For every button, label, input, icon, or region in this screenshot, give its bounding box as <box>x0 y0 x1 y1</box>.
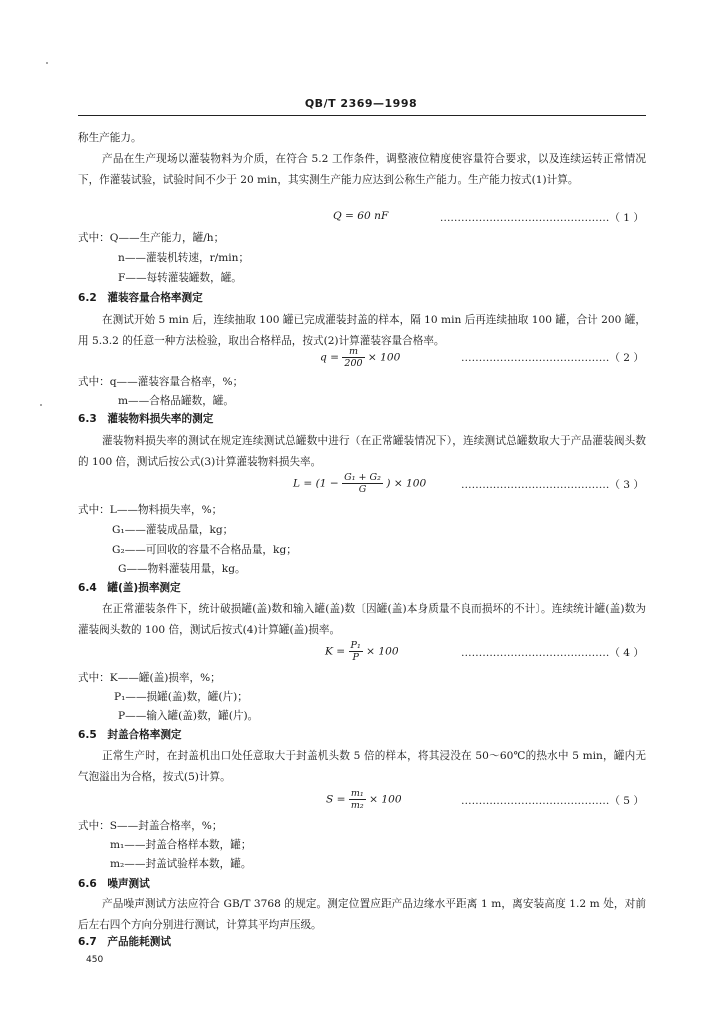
where-1-n: n——灌装机转速，r/min； <box>118 252 250 264</box>
where-1-q: 式中：Q——生产能力，罐/h； <box>78 232 225 244</box>
where-2-q: 式中：q——灌装容量合格率，%； <box>78 376 244 388</box>
equation-5-left: S = <box>326 793 346 806</box>
where-1-f: F——每转灌装罐数，罐。 <box>118 272 242 284</box>
intro-line: 称生产能力。 <box>78 132 142 144</box>
scan-speck <box>40 404 42 406</box>
section-6-6-title: 6.6 噪声测试 <box>78 878 150 890</box>
equation-1-number: …………………………………………（ 1 ） <box>439 212 644 224</box>
section-6-3-title: 6.3 灌装物料损失率的测定 <box>78 413 214 425</box>
equation-1: Q = 60 nF <box>333 210 389 222</box>
section-6-3-body: 灌装物料损失率的测试在规定连续测试总罐数中进行（在正常罐装情况下），连续测试总罐数取大于产品灌装阀头数的 100 倍，测试后按公式(3)计算灌装物料损失率。 <box>78 435 646 468</box>
equation-2-numerator: m <box>342 346 364 358</box>
where-4-k: 式中：K——罐(盖)损率，%； <box>78 672 221 684</box>
equation-5 <box>326 788 402 811</box>
section-6-2-body: 在测试开始 5 min 后，连续抽取 100 罐已完成灌装封盖的样本，隔 10 min 后再连续抽取 100 罐，合计 200 罐，用 5.3.2 的任意一种方法检验，取出合格样品，按式(2)计算灌装容量合格率。 <box>78 314 646 347</box>
equation-3-denominator: G <box>358 484 367 495</box>
equation-4-right: × 100 <box>366 645 399 658</box>
standard-header: QB/T 2369—1998 <box>304 97 418 110</box>
where-4-p: P——输入罐(盖)数，罐(片)。 <box>118 710 259 722</box>
page-number: 450 <box>86 955 104 965</box>
equation-5-denominator: m₂ <box>350 800 364 811</box>
equation-3-right: ) × 100 <box>386 477 427 490</box>
where-5-s: 式中：S——封盖合格率，%； <box>78 820 223 832</box>
equation-3-number: ……………………………………（ 3 ） <box>461 479 644 491</box>
equation-4-numerator: P₁ <box>350 640 361 651</box>
equation-4-denominator: P <box>352 652 359 663</box>
section-6-5-body: 正常生产时，在封盖机出口处任意取大于封盖机头数 5 倍的样本，将其浸没在 50～60℃的热水中 5 min，罐内无气泡溢出为合格，按式(5)计算。 <box>78 750 646 783</box>
section-6-5-title: 6.5 封盖合格率测定 <box>78 729 182 741</box>
equation-3-fraction <box>342 472 383 495</box>
equation-5-right: × 100 <box>369 793 402 806</box>
equation-4 <box>325 640 399 663</box>
section-6-4-body: 在正常灌装条件下，统计破损罐(盖)数和输入罐(盖)数〔因罐(盖)本身质量不良而损坏的不计〕。连续统计罐(盖)数为灌装阀头数的 100 倍，测试后按式(4)计算罐(盖)损率。 <box>78 603 646 636</box>
equation-5-number: ……………………………………（ 5 ） <box>461 795 644 807</box>
where-3-g2: G₂——可回收的容量不合格品量，kg； <box>112 544 297 556</box>
equation-2-denominator: 200 <box>344 358 363 369</box>
equation-3-numerator: G₁ + G₂ <box>344 472 381 483</box>
scan-speck <box>46 62 48 64</box>
equation-4-left: K = <box>325 645 346 658</box>
section-6-6-body: 产品噪声测试方法应符合 GB/T 3768 的规定。测定位置应距产品边缘水平距离 1 m，离安装高度 1.2 m 处，对前后左右四个方向分别进行测试，计算其平均声压级。 <box>78 898 646 931</box>
where-3-g: G——物料灌装用量，kg。 <box>118 563 246 575</box>
equation-2-fraction <box>342 346 364 369</box>
where-2-m: m——合格品罐数，罐。 <box>118 395 234 407</box>
section-6-1-body: 产品在生产现场以灌装物料为介质，在符合 5.2 工作条件，调整液位精度使容量符合要求，以及连续运转正常情况下，作灌装试验，试验时间不少于 20 min，其实测生产能力应达到公称生产能力。生产能力按式(1)计算。 <box>78 153 646 186</box>
equation-2-left: q = <box>320 351 340 364</box>
where-3-g1: G₁——灌装成品量，kg； <box>112 524 234 536</box>
equation-3 <box>293 472 426 495</box>
equation-3-left: L = (1 − <box>293 477 339 490</box>
equation-4-number: ……………………………………（ 4 ） <box>461 647 644 659</box>
where-3-l: 式中：L——物料损失率，%； <box>78 504 223 516</box>
equation-2 <box>320 346 400 369</box>
equation-5-fraction <box>349 788 366 811</box>
header-rule <box>78 115 646 116</box>
section-6-7-title: 6.7 产品能耗测试 <box>78 936 171 948</box>
equation-5-numerator: m₁ <box>350 788 364 799</box>
section-6-4-title: 6.4 罐(盖)损率测定 <box>78 582 181 594</box>
where-5-m1: m₁——封盖合格样本数，罐； <box>110 839 252 851</box>
section-6-2-title: 6.2 灌装容量合格率测定 <box>78 292 203 304</box>
where-4-p1: P₁——损罐(盖)数，罐(片)； <box>114 691 248 703</box>
where-5-m2: m₂——封盖试验样本数，罐。 <box>110 858 252 870</box>
equation-2-right: × 100 <box>367 351 401 364</box>
equation-2-number: ……………………………………（ 2 ） <box>461 352 644 364</box>
equation-4-fraction <box>349 640 363 663</box>
